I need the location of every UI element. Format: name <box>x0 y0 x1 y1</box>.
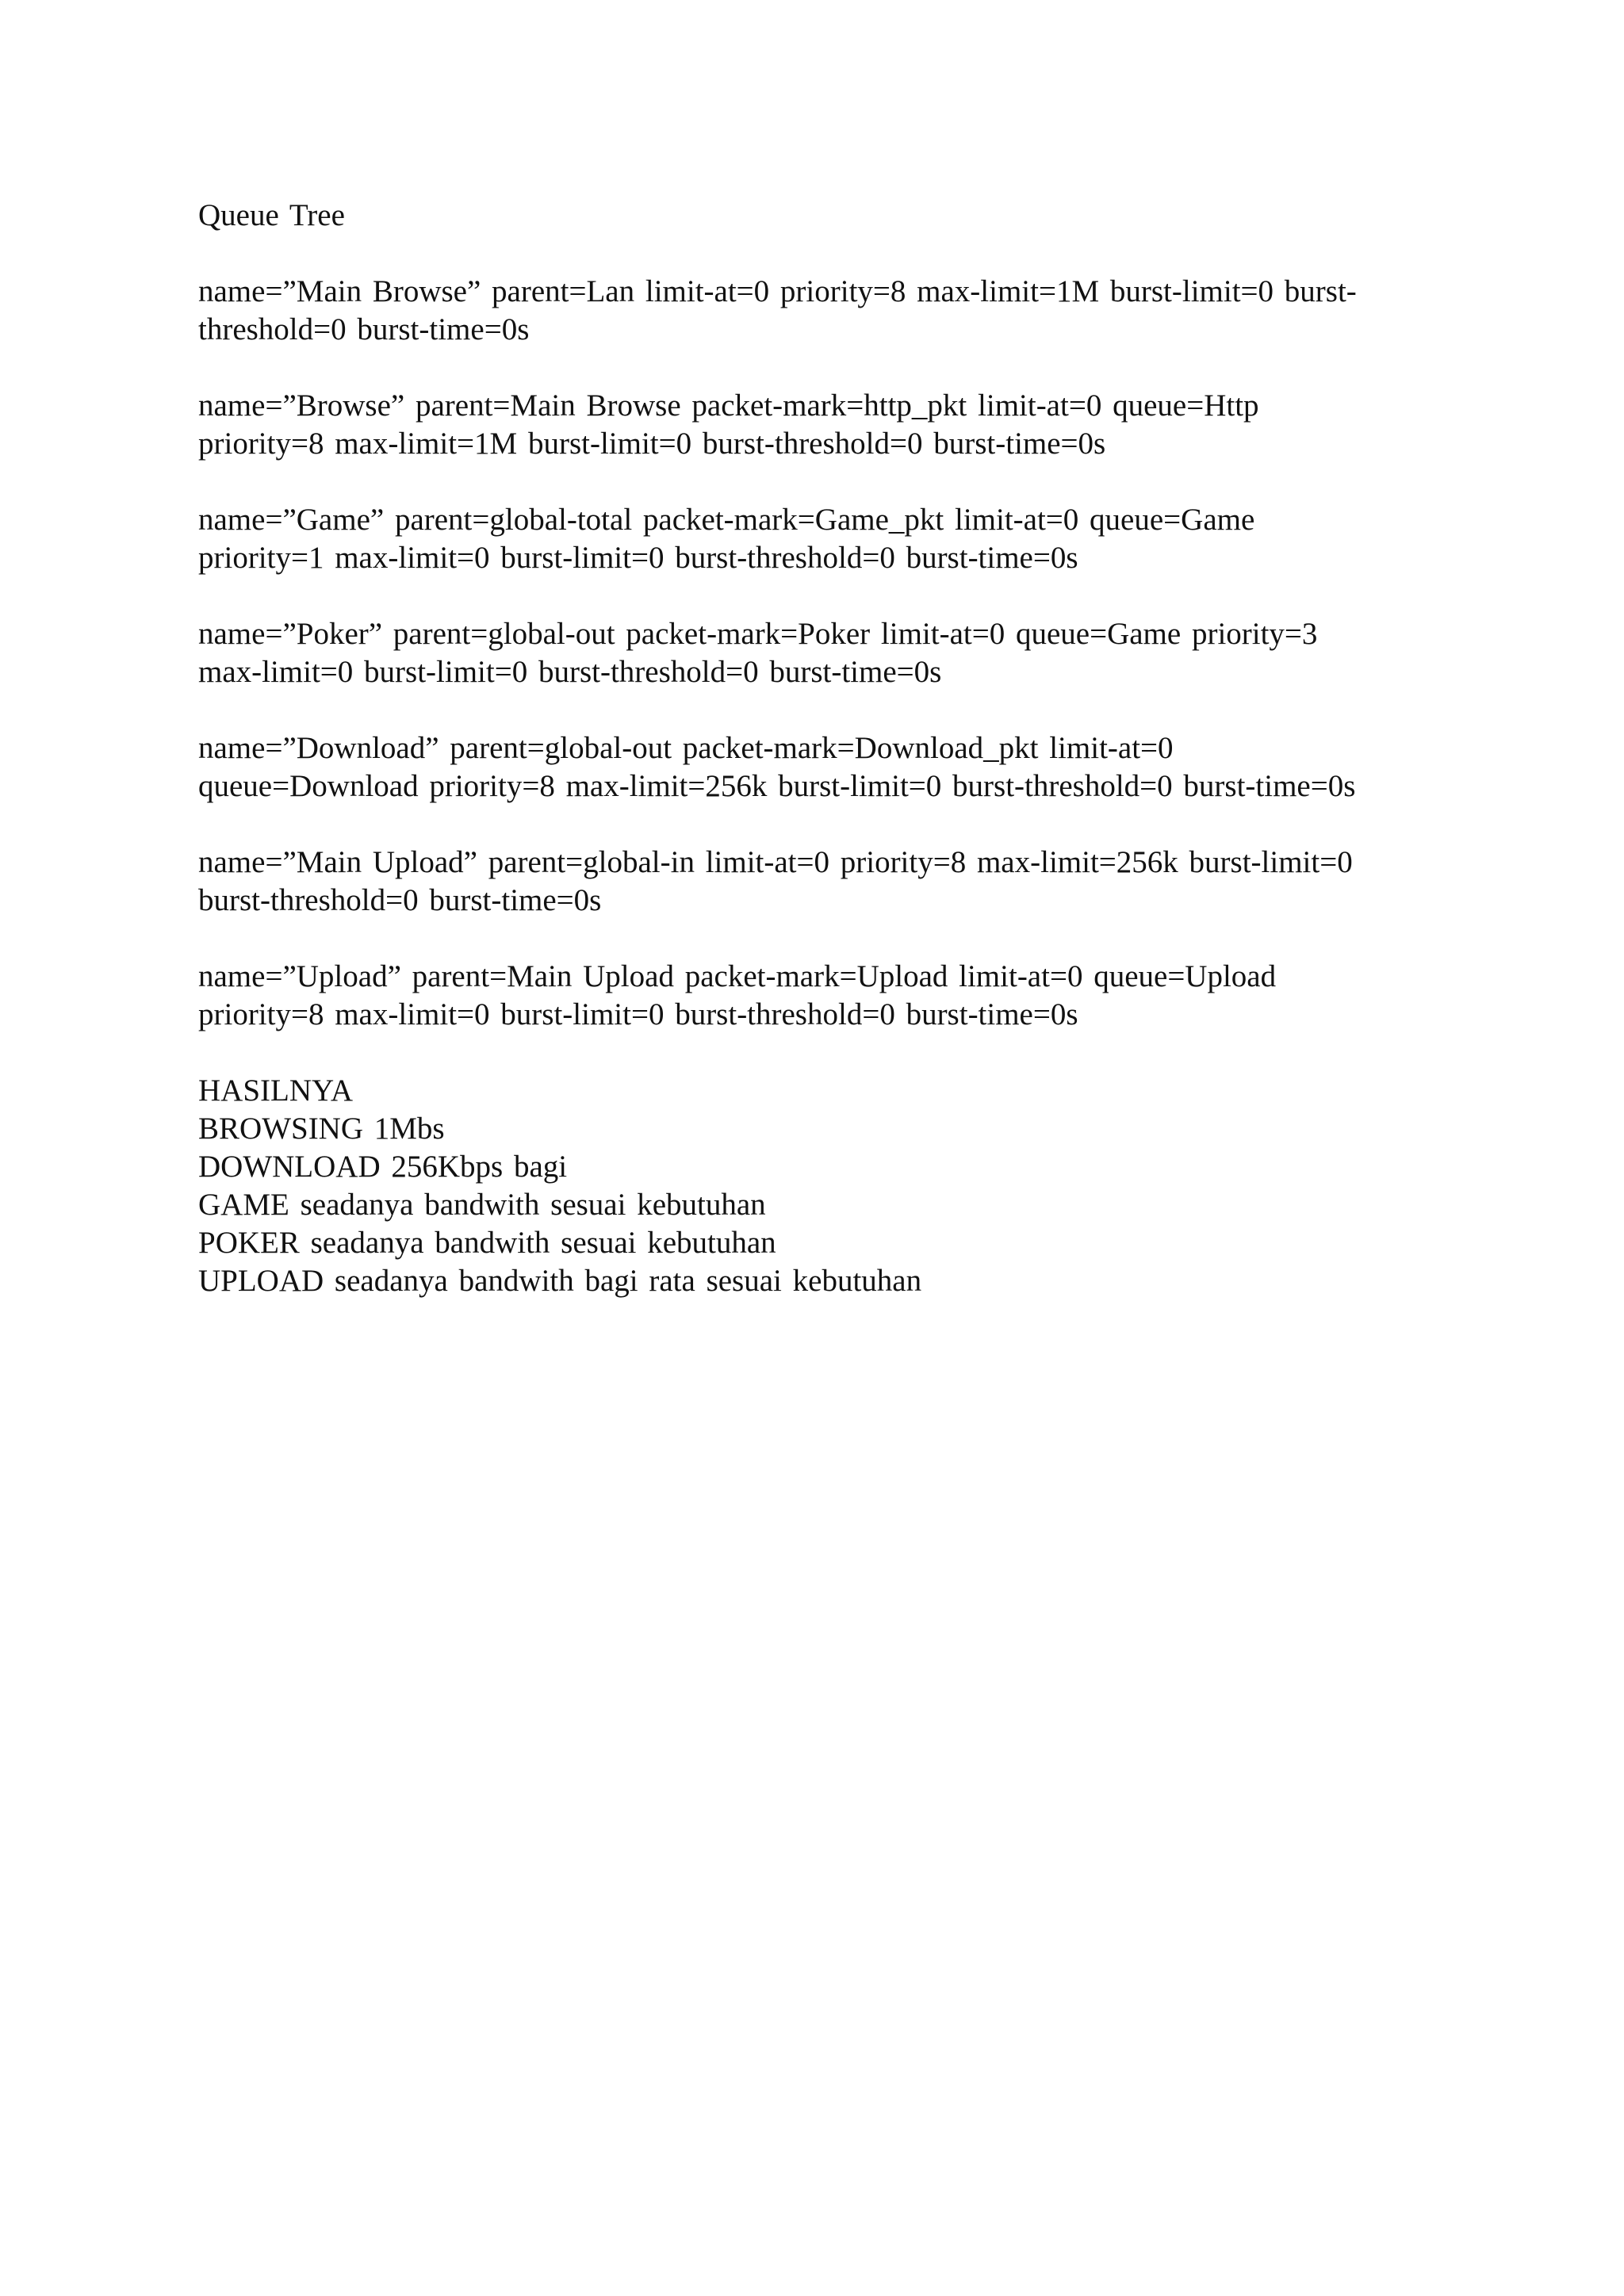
queue-entry-browse <box>198 387 1435 463</box>
summary-line: GAME seadanya bandwith sesuai kebutuhan <box>198 1188 766 1222</box>
document-title: Queue Tree <box>198 198 345 232</box>
entry-line: threshold=0 burst-time=0s <box>198 312 530 346</box>
entry-line: priority=1 max-limit=0 burst-limit=0 burst-threshold=0 burst-time=0s <box>198 541 1078 575</box>
summary-line: UPLOAD seadanya bandwith bagi rata sesuai kebutuhan <box>198 1264 922 1298</box>
entry-line: burst-threshold=0 burst-time=0s <box>198 883 602 917</box>
summary-line: BROWSING 1Mbs <box>198 1112 445 1146</box>
entry-line: name=”Main Upload” parent=global-in limit-at=0 priority=8 max-limit=256k burst-limit=0 <box>198 845 1353 879</box>
entry-line: name=”Upload” parent=Main Upload packet-mark=Upload limit-at=0 queue=Upload <box>198 959 1277 993</box>
entry-line: name=”Main Browse” parent=Lan limit-at=0 priority=8 max-limit=1M burst-limit=0 burst- <box>198 274 1357 308</box>
result-summary <box>198 1072 1435 1300</box>
summary-line: DOWNLOAD 256Kbps bagi <box>198 1150 568 1184</box>
summary-line: POKER seadanya bandwith sesuai kebutuhan <box>198 1226 776 1260</box>
entry-line: priority=8 max-limit=0 burst-limit=0 burst-threshold=0 burst-time=0s <box>198 997 1078 1031</box>
entry-line: queue=Download priority=8 max-limit=256k burst-limit=0 burst-threshold=0 burst-time=0s <box>198 769 1356 803</box>
queue-entry-upload <box>198 958 1435 1034</box>
queue-entry-main-upload <box>198 844 1435 920</box>
entry-line: name=”Browse” parent=Main Browse packet-mark=http_pkt limit-at=0 queue=Http <box>198 388 1259 423</box>
entry-line: name=”Game” parent=global-total packet-mark=Game_pkt limit-at=0 queue=Game <box>198 503 1255 537</box>
entry-line: max-limit=0 burst-limit=0 burst-threshold=0 burst-time=0s <box>198 655 942 689</box>
document-content <box>198 197 1435 1300</box>
queue-entries <box>198 273 1435 1034</box>
entry-line: name=”Poker” parent=global-out packet-mark=Poker limit-at=0 queue=Game priority=3 <box>198 617 1318 651</box>
queue-entry-poker <box>198 615 1435 691</box>
summary-heading: HASILNYA <box>198 1073 353 1108</box>
entry-line: name=”Download” parent=global-out packet-mark=Download_pkt limit-at=0 <box>198 731 1174 765</box>
queue-entry-main-browse <box>198 273 1435 349</box>
queue-entry-download <box>198 729 1435 806</box>
entry-line: priority=8 max-limit=1M burst-limit=0 burst-threshold=0 burst-time=0s <box>198 427 1106 461</box>
queue-entry-game <box>198 501 1435 577</box>
